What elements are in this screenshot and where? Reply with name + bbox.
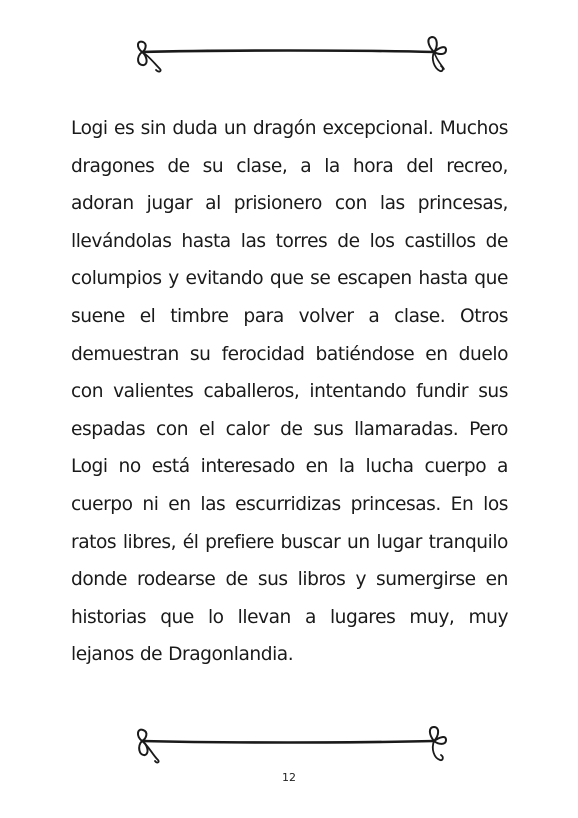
vine-divider-icon bbox=[128, 722, 450, 772]
vine-divider-icon bbox=[128, 33, 450, 83]
story-paragraph: Logi es sin duda un dragón excepcional. Muchos dragones de su clase, a la hora del recreo, adoran jugar al prisionero con las princesas, llevándolas hasta las torres de los castillos de columpios y evitando que se escapen hasta que suene el timbre para volver a clase. Otros demuestran su ferocidad batiéndose en duelo con valientes caballeros, intentando fundir sus espadas con el calor de sus llamaradas. Pero Logi no está interesado en la lucha cuerpo a cuerpo ni en las escurridizas princesas. En los ratos libres, él prefiere buscar un lugar tranquilo donde rodearse de sus libros y sumergirse en historias que lo llevan a lugares muy, muy lejanos de Dragonlandia. bbox=[71, 118, 508, 666]
page-number: 12 bbox=[282, 771, 296, 784]
